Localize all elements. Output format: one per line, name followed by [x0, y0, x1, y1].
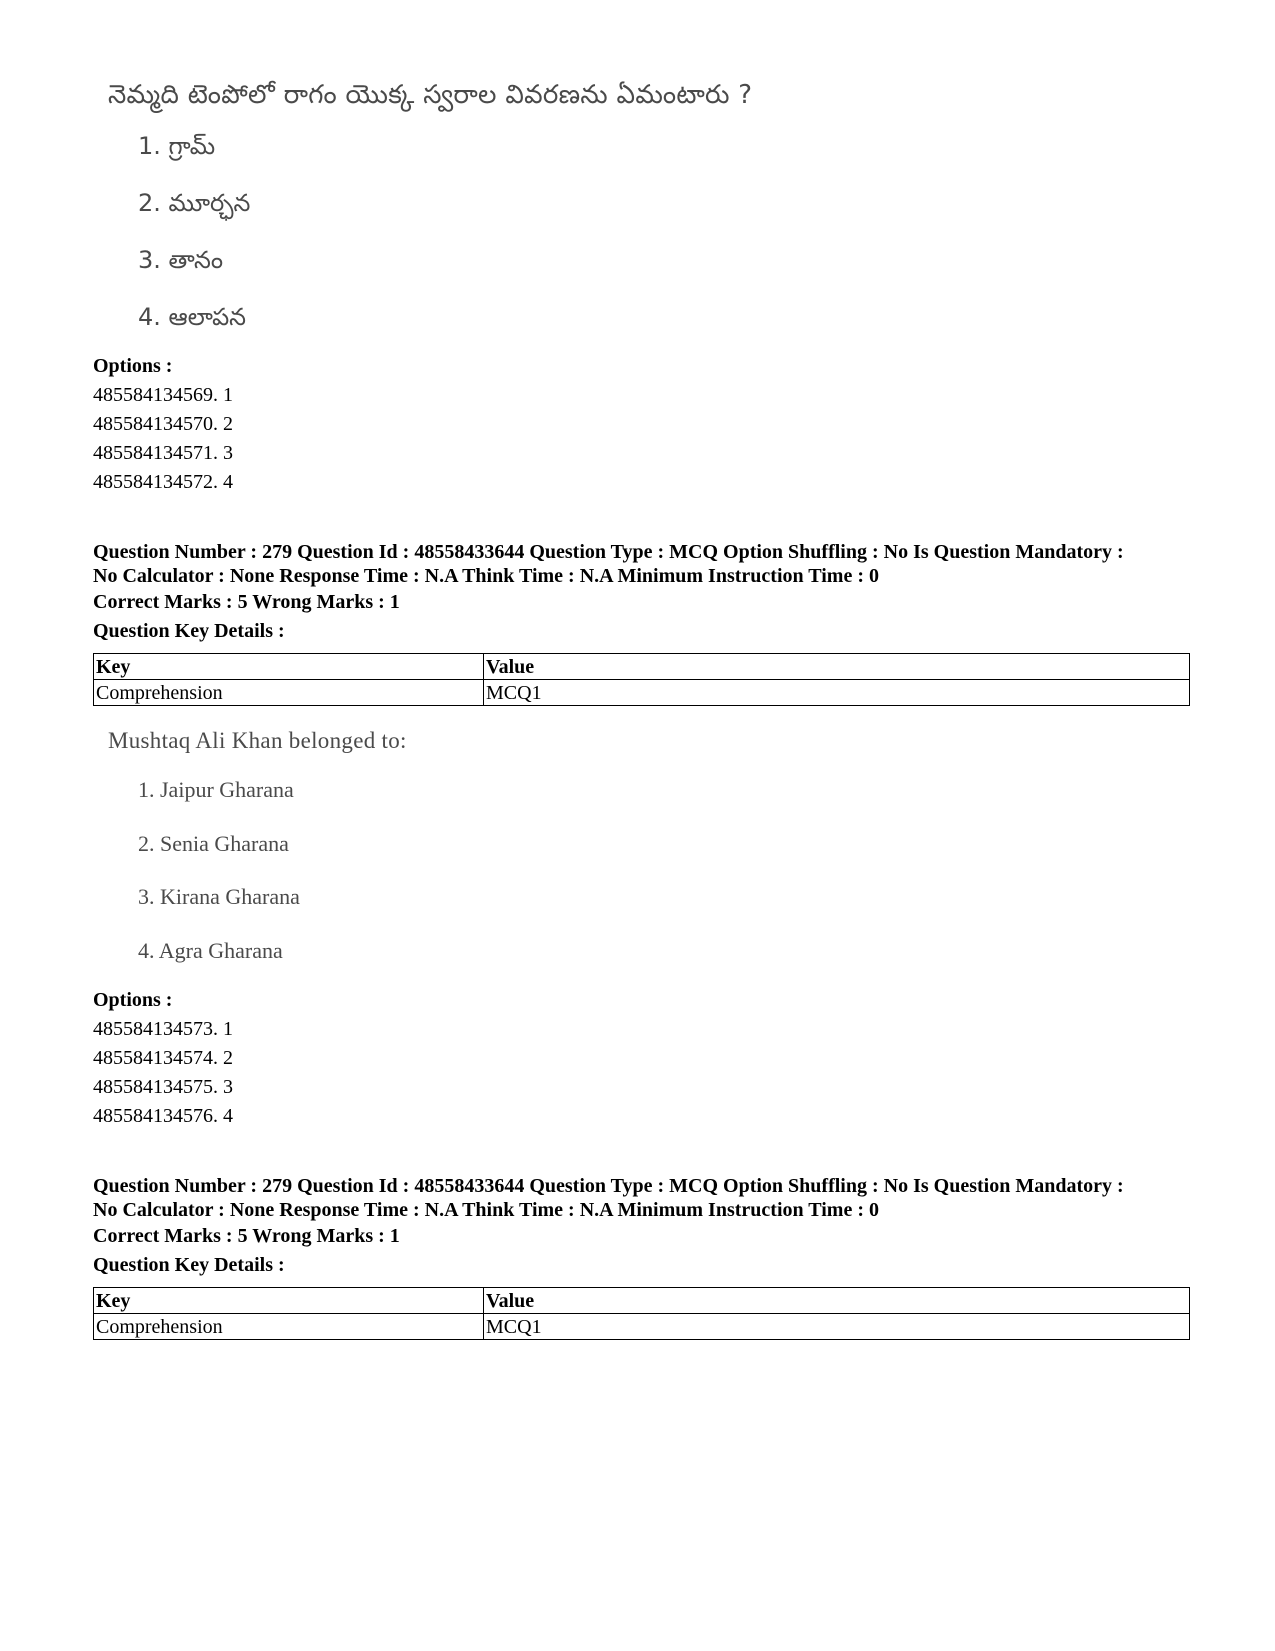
question-meta-line: Question Number : 279 Question Id : 48558433644 Question Type : MCQ Option Shuffling : No Is Question Mandatory :: [93, 1175, 1124, 1197]
option-id-line: 485584134576. 4: [93, 1105, 233, 1127]
question-option: 4 . ఆలాపన: [108, 303, 752, 360]
options-block: [93, 986, 1193, 1131]
options-block: [93, 352, 1193, 497]
question-image-english: [108, 724, 407, 991]
marks-line: Correct Marks : 5 Wrong Marks : 1: [93, 1225, 400, 1247]
question-option: 3 . తానం: [108, 246, 752, 303]
table-header-value: Value: [484, 654, 1190, 680]
option-id-line: 485584134574. 2: [93, 1047, 233, 1069]
question-option-list: [108, 132, 752, 360]
question-text: నెమ్మది టెంపోలో రాగం యొక్క స్వరాల వివరణను ఏమంటారు ?: [108, 80, 753, 110]
question-text: Mushtaq Ali Khan belonged to:: [108, 728, 407, 753]
question-image-telugu: [108, 78, 752, 360]
table-cell-value: MCQ1: [484, 680, 1190, 706]
table-row: [94, 1314, 1190, 1340]
question-meta: [93, 1174, 1193, 1280]
option-id-line: 485584134570. 2: [93, 413, 233, 435]
option-id-line: 485584134571. 3: [93, 442, 233, 464]
table-cell-value: MCQ1: [484, 1314, 1190, 1340]
table-header-key: Key: [94, 654, 484, 680]
table-header-key: Key: [94, 1288, 484, 1314]
question-meta-line: No Calculator : None Response Time : N.A Think Time : N.A Minimum Instruction Time : 0: [93, 1199, 879, 1221]
key-details-table: [93, 653, 1190, 706]
table-header-value: Value: [484, 1288, 1190, 1314]
question-option: 4 . Agra Gharana: [108, 938, 407, 992]
options-label: Options :: [93, 989, 173, 1011]
option-id-line: 485584134569. 1: [93, 384, 233, 406]
key-details-label: Question Key Details :: [93, 1254, 285, 1276]
options-label: Options :: [93, 355, 173, 377]
table-header-row: [94, 654, 1190, 680]
question-meta: [93, 540, 1193, 646]
table-cell-key: Comprehension: [94, 1314, 484, 1340]
option-id-line: 485584134575. 3: [93, 1076, 233, 1098]
question-option: 2 . Senia Gharana: [108, 831, 407, 885]
question-option: 1 . గ్రామ్: [108, 132, 752, 189]
option-id-line: 485584134572. 4: [93, 471, 233, 493]
table-row: [94, 680, 1190, 706]
question-option-list: [108, 777, 407, 991]
table-header-row: [94, 1288, 1190, 1314]
key-details-label: Question Key Details :: [93, 620, 285, 642]
question-meta-line: No Calculator : None Response Time : N.A Think Time : N.A Minimum Instruction Time : 0: [93, 565, 879, 587]
marks-line: Correct Marks : 5 Wrong Marks : 1: [93, 591, 400, 613]
question-option: 3 . Kirana Gharana: [108, 884, 407, 938]
table-cell-key: Comprehension: [94, 680, 484, 706]
question-option: 1 . Jaipur Gharana: [108, 777, 407, 831]
option-id-line: 485584134573. 1: [93, 1018, 233, 1040]
question-option: 2 . మూర్ఛన: [108, 189, 752, 246]
question-meta-line: Question Number : 279 Question Id : 48558433644 Question Type : MCQ Option Shuffling : No Is Question Mandatory :: [93, 541, 1124, 563]
key-details-table: [93, 1287, 1190, 1340]
